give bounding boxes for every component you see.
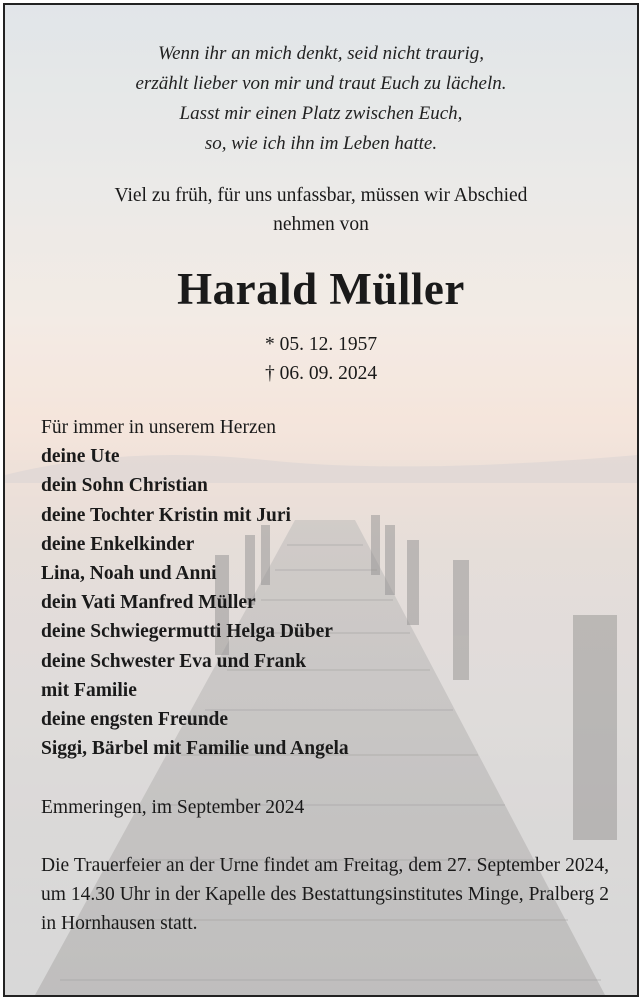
mourner-line: deine Schwester Eva und Frank	[41, 650, 307, 672]
mourner-line: deine Ute	[41, 446, 120, 468]
deceased-name: Harald Müller	[177, 264, 465, 314]
mourner-line: Siggi, Bärbel mit Familie und Angela	[41, 738, 349, 760]
poem-line: erzählt lieber von mir und traut Euch zu lächeln.	[135, 73, 507, 94]
place-and-date: Emmeringen, im September 2024	[41, 797, 305, 818]
obituary-card	[3, 3, 639, 997]
death-date: † 06. 09. 2024	[264, 363, 378, 384]
life-dates	[5, 330, 637, 388]
mourner-line: deine engsten Freunde	[41, 709, 229, 731]
mourner-line: Lina, Noah und Anni	[41, 563, 217, 585]
poem-line: Lasst mir einen Platz zwischen Euch,	[179, 103, 463, 124]
memorial-poem	[5, 39, 637, 159]
birth-date: * 05. 12. 1957	[264, 334, 378, 355]
mourners-list	[41, 413, 349, 763]
poem-line: Wenn ihr an mich denkt, seid nicht traurig,	[158, 43, 484, 64]
mourners-heading: Für immer in unserem Herzen	[41, 417, 277, 438]
mourner-line: mit Familie	[41, 679, 137, 701]
poem-line: so, wie ich ihn im Leben hatte.	[204, 133, 438, 154]
mourner-line: deine Tochter Kristin mit Juri	[41, 504, 291, 526]
mourner-line: dein Vati Manfred Müller	[41, 592, 256, 614]
mourner-line: dein Sohn Christian	[41, 475, 208, 497]
mourner-line: deine Schwiegermutti Helga Düber	[41, 621, 333, 643]
funeral-notice: Die Trauerfeier an der Urne findet am Freitag, dem 27. September 2024, um 14.30 Uhr in der Kapelle des Bestattungsinstitutes Minge, Pralberg 2 in Hornhausen statt.	[41, 855, 609, 934]
mourner-line: deine Enkelkinder	[41, 533, 195, 555]
farewell-intro	[5, 181, 637, 239]
intro-line: Viel zu früh, für uns unfassbar, müssen wir Abschied	[114, 185, 528, 206]
intro-line: nehmen von	[273, 214, 369, 235]
